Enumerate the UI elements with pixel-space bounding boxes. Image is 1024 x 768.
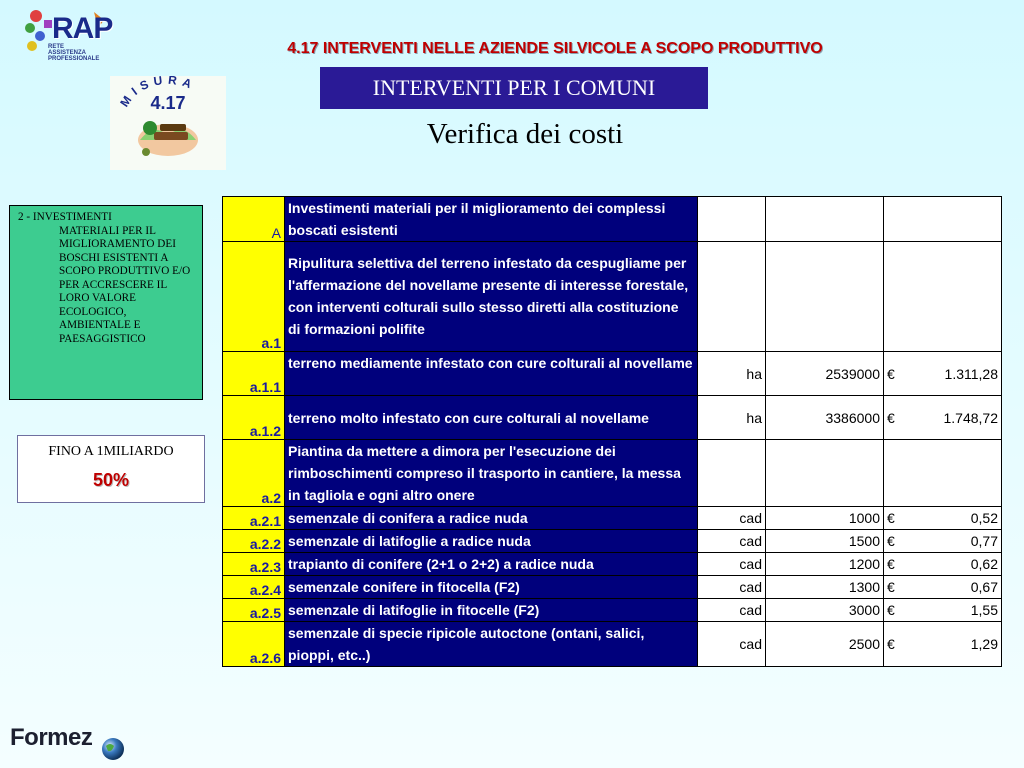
row-price [884, 440, 1002, 507]
table-row [223, 352, 1002, 396]
row-currency: € [887, 636, 895, 652]
row-unit: cad [698, 622, 766, 667]
row-currency: € [887, 602, 895, 618]
row-currency: € [887, 365, 895, 382]
table-row [223, 599, 1002, 622]
row-unit: cad [698, 576, 766, 599]
row-price [884, 396, 1002, 440]
misura-logo-word: MISURA [117, 76, 199, 110]
investment-category-title: 2 - INVESTIMENTI [18, 211, 112, 223]
row-quantity: 1000 [766, 507, 884, 530]
row-price [884, 352, 1002, 396]
row-quantity [766, 440, 884, 507]
table-row [223, 553, 1002, 576]
table-row [223, 440, 1002, 507]
row-code: a.1.2 [223, 396, 285, 440]
row-unit: cad [698, 553, 766, 576]
row-description: semenzale di latifoglie in fitocelle (F2) [285, 599, 698, 622]
row-unit [698, 197, 766, 242]
row-price [884, 576, 1002, 599]
main-title: 4.17 INTERVENTI NELLE AZIENDE SILVICOLE A SCOPO PRODUTTIVO [287, 40, 823, 57]
row-quantity [766, 242, 884, 352]
row-description: semenzale di specie ripicole autoctone (ontani, salici, pioppi, etc..) [285, 622, 698, 667]
table-row [223, 396, 1002, 440]
formez-logo [10, 724, 128, 764]
row-amount: 1,29 [970, 636, 998, 652]
row-amount: 1,55 [970, 602, 998, 618]
row-description: Ripulitura selettiva del terreno infestato da cespugliame per l'affermazione del novellame presente di interesse forestale, con interventi colturali sullo stesso diretti alla costituzione di formazioni polifite [285, 242, 698, 352]
row-amount: 1.311,28 [944, 365, 998, 382]
row-price [884, 622, 1002, 667]
row-code: a.2.3 [223, 553, 285, 576]
row-code: a.2.1 [223, 507, 285, 530]
table-row [223, 242, 1002, 352]
row-price [884, 242, 1002, 352]
row-quantity: 2539000 [766, 352, 884, 396]
row-code: a.2.2 [223, 530, 285, 553]
row-description: trapianto di conifere (2+1 o 2+2) a radice nuda [285, 553, 698, 576]
row-quantity: 3386000 [766, 396, 884, 440]
page-heading: Verifica dei costi [426, 118, 624, 150]
row-price [884, 599, 1002, 622]
row-amount: 0,67 [970, 579, 998, 595]
table-row [223, 530, 1002, 553]
row-code: a.2.5 [223, 599, 285, 622]
row-price [884, 530, 1002, 553]
table-row [223, 197, 1002, 242]
row-quantity: 3000 [766, 599, 884, 622]
row-unit: cad [698, 530, 766, 553]
row-price [884, 507, 1002, 530]
table-row [223, 576, 1002, 599]
row-description: Piantina da mettere a dimora per l'esecuzione dei rimboschimenti compreso il trasporto in cantiere, la messa in tagliola e ogni altro onere [285, 440, 698, 507]
row-description: semenzale di latifoglie a radice nuda [285, 530, 698, 553]
row-currency: € [887, 533, 895, 549]
row-description: semenzale conifere in fitocella (F2) [285, 576, 698, 599]
row-quantity: 1300 [766, 576, 884, 599]
row-quantity [766, 197, 884, 242]
funding-limit-label: FINO A 1MILIARDO [48, 444, 174, 459]
row-description: Investimenti materiali per il miglioramento dei complessi boscati esistenti [285, 197, 698, 242]
misura-logo [110, 76, 226, 170]
subtitle-banner: INTERVENTI PER I COMUNI [320, 67, 708, 109]
investment-category-box [9, 205, 203, 400]
row-currency: € [887, 510, 895, 526]
formez-logo-text: Formez [10, 724, 93, 751]
row-code: A [223, 197, 285, 242]
row-unit [698, 440, 766, 507]
row-amount: 1.748,72 [943, 409, 998, 426]
row-amount: 0,62 [970, 556, 998, 572]
row-currency: € [887, 409, 895, 426]
row-code: a.1.1 [223, 352, 285, 396]
row-price [884, 197, 1002, 242]
row-amount: 0,52 [970, 510, 998, 526]
row-amount: 0,77 [970, 533, 998, 549]
funding-box [17, 435, 205, 503]
row-quantity: 2500 [766, 622, 884, 667]
row-code: a.1 [223, 242, 285, 352]
row-quantity: 1200 [766, 553, 884, 576]
misura-logo-number: 4.17 [150, 93, 186, 113]
row-quantity: 1500 [766, 530, 884, 553]
row-code: a.2 [223, 440, 285, 507]
table-row [223, 507, 1002, 530]
row-currency: € [887, 579, 895, 595]
row-unit: cad [698, 507, 766, 530]
row-code: a.2.4 [223, 576, 285, 599]
row-price [884, 553, 1002, 576]
cost-table [222, 196, 1002, 667]
rap-logo-subtext: RETE ASSISTENZA PROFESSIONALE [48, 44, 100, 62]
globe-icon [100, 736, 126, 762]
row-unit: cad [698, 599, 766, 622]
funding-percent: 50% [92, 470, 130, 490]
table-row [223, 622, 1002, 667]
row-description: semenzale di conifera a radice nuda [285, 507, 698, 530]
row-code: a.2.6 [223, 622, 285, 667]
row-description: terreno mediamente infestato con cure colturali al novellame [285, 352, 698, 396]
row-unit: ha [698, 396, 766, 440]
investment-category-text: MATERIALI PER IL MIGLIORAMENTO DEI BOSCHI ESISTENTI A SCOPO PRODUTTIVO E/O PER ACCRESCERE IL LORO VALORE ECOLOGICO, AMBIENTALE E PAESAGGISTICO [59, 224, 191, 345]
rap-logo-text: RAP [52, 12, 113, 45]
row-description: terreno molto infestato con cure colturali al novellame [285, 396, 698, 440]
row-unit: ha [698, 352, 766, 396]
row-unit [698, 242, 766, 352]
row-currency: € [887, 556, 895, 572]
